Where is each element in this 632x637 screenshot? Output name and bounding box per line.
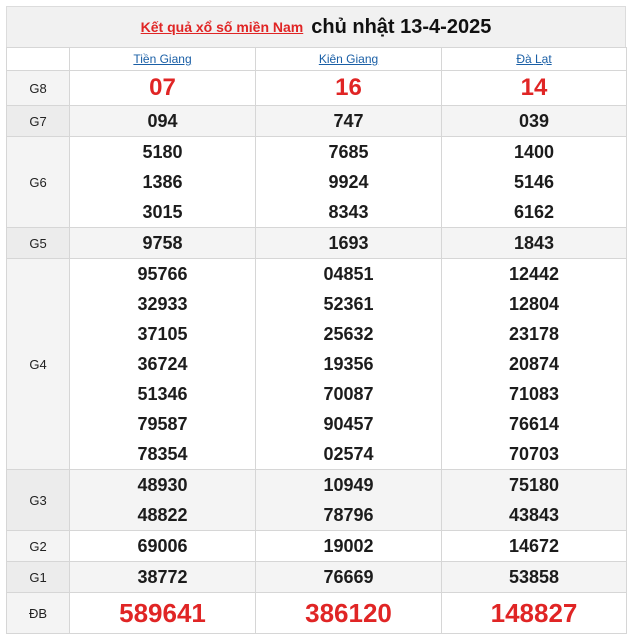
prize-number: 38772 [137,567,188,587]
prize-cell [442,593,627,634]
prize-cell [70,228,256,259]
prize-row-g4 [7,259,627,470]
prize-number: 69006 [137,536,188,556]
prize-number: 5146 [513,172,555,192]
prize-number: 589641 [119,598,206,628]
prize-number: 23178 [508,324,560,344]
province-link-da-lat[interactable]: Đà Lạt [516,52,552,66]
prize-cell [256,470,442,531]
prize-number: 8343 [328,202,369,222]
prize-number: 386120 [305,598,392,628]
prize-number: 1693 [328,233,369,253]
prize-rows [7,71,627,634]
province-header [256,48,442,71]
prize-cell [442,228,627,259]
province-link-kien-giang[interactable]: Kiên Giang [318,52,379,66]
prize-number: 1843 [513,233,555,253]
prize-row-g6 [7,137,627,228]
prize-cell [70,593,256,634]
results-table [6,47,627,634]
prize-number: 78796 [323,505,374,525]
prize-label: G4 [7,259,70,470]
prize-number: 5180 [142,142,183,162]
prize-number: 70703 [508,444,560,464]
prize-number: 14672 [508,536,560,556]
prize-number: 48822 [137,505,188,525]
prize-label: G6 [7,137,70,228]
prize-number: 16 [335,74,362,101]
province-link-tien-giang[interactable]: Tiền Giang [133,52,192,66]
prize-cell [442,106,627,137]
prize-number: 95766 [137,264,188,284]
draw-date: chủ nhật 13-4-2025 [311,15,492,38]
prize-number: 3015 [142,202,183,222]
prize-number: 02574 [323,444,374,464]
prize-cell [256,228,442,259]
results-panel [6,6,626,634]
prize-number: 76614 [508,414,560,434]
prize-label: ĐB [7,593,70,634]
prize-cell [256,106,442,137]
prize-number: 12442 [508,264,560,284]
prize-cell [70,259,256,470]
prize-number: 78354 [137,444,188,464]
prize-cell [442,562,627,593]
prize-number: 25632 [323,324,374,344]
prize-number: 53858 [508,567,560,587]
prize-cell [256,259,442,470]
header-blank [7,48,70,71]
prize-number: 1400 [513,142,555,162]
prize-number: 20874 [508,354,560,374]
prize-cell [442,71,627,106]
prize-cell [256,593,442,634]
prize-number: 37105 [137,324,188,344]
prize-row-g8 [7,71,627,106]
prize-number: 6162 [513,202,555,222]
prize-row-db [7,593,627,634]
prize-cell [442,259,627,470]
prize-row-g5 [7,228,627,259]
prize-number: 148827 [490,598,578,628]
prize-cell [256,531,442,562]
prize-number: 7685 [328,142,369,162]
province-header-row [7,48,627,71]
prize-number: 12804 [508,294,560,314]
province-header [442,48,627,71]
prize-number: 52361 [323,294,374,314]
prize-number: 79587 [137,414,188,434]
prize-number: 75180 [508,475,560,495]
prize-label: G1 [7,562,70,593]
prize-number: 51346 [137,384,188,404]
prize-label: G8 [7,71,70,106]
prize-number: 1386 [142,172,183,192]
prize-cell [70,106,256,137]
prize-cell [256,562,442,593]
prize-label: G3 [7,470,70,531]
prize-cell [70,470,256,531]
prize-number: 04851 [323,264,374,284]
prize-number: 76669 [323,567,374,587]
prize-number: 71083 [508,384,560,404]
prize-number: 039 [518,111,550,131]
province-header [70,48,256,71]
prize-number: 48930 [137,475,188,495]
prize-label: G2 [7,531,70,562]
prize-row-g7 [7,106,627,137]
prize-cell [442,137,627,228]
prize-number: 10949 [323,475,374,495]
prize-row-g3 [7,470,627,531]
prize-number: 094 [147,111,178,131]
prize-cell [70,531,256,562]
prize-row-g1 [7,562,627,593]
prize-number: 19002 [323,536,374,556]
prize-number: 14 [520,74,548,101]
prize-label: G7 [7,106,70,137]
region-results-link[interactable]: Kết quả xổ số miền Nam [140,19,304,35]
prize-number: 19356 [323,354,374,374]
prize-number: 747 [333,111,364,131]
prize-number: 43843 [508,505,560,525]
results-title-bar [6,6,626,47]
prize-row-g2 [7,531,627,562]
prize-number: 9758 [142,233,183,253]
prize-cell [256,71,442,106]
prize-cell [70,562,256,593]
prize-number: 9924 [328,172,369,192]
prize-cell [70,71,256,106]
prize-cell [442,531,627,562]
prize-label: G5 [7,228,70,259]
prize-cell [70,137,256,228]
prize-number: 36724 [137,354,188,374]
prize-cell [256,137,442,228]
prize-number: 90457 [323,414,374,434]
prize-number: 32933 [137,294,188,314]
prize-number: 07 [149,74,176,101]
prize-cell [442,470,627,531]
prize-number: 70087 [323,384,374,404]
